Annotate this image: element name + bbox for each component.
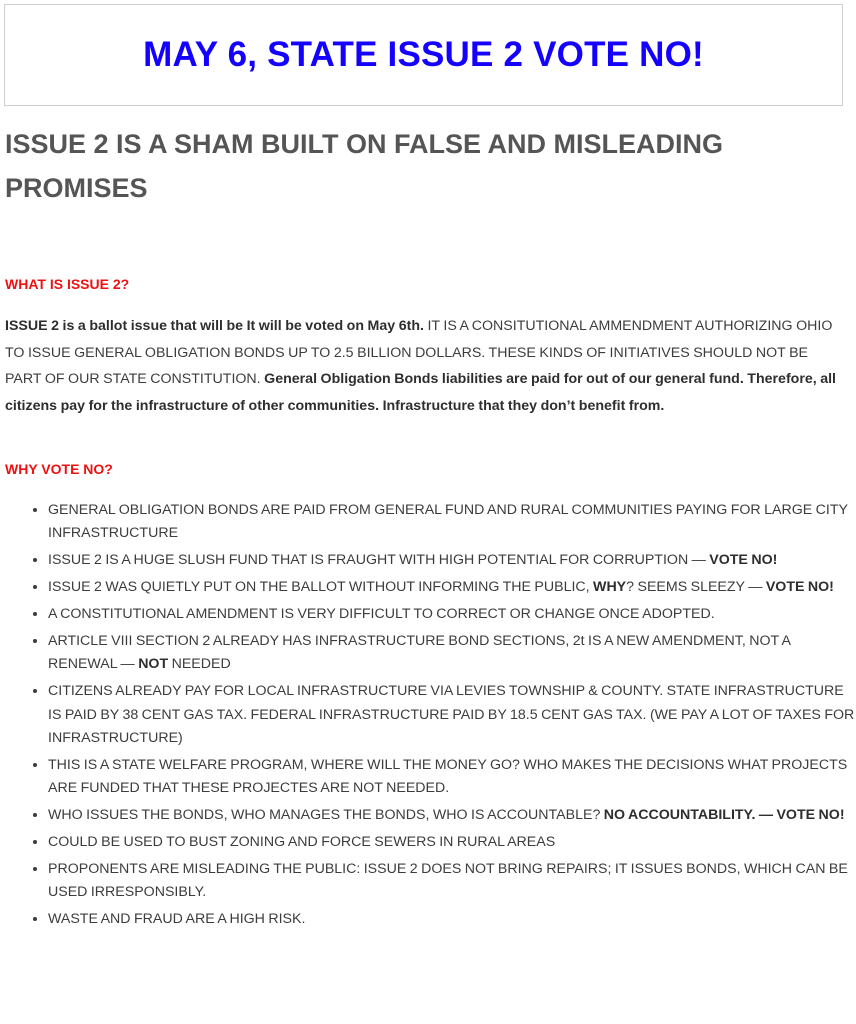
list-item-text: ISSUE 2 WAS QUIETLY PUT ON THE BALLOT WITHOUT INFORMING THE PUBLIC,	[48, 579, 594, 596]
list-item-bold: VOTE NO!	[765, 579, 834, 596]
list-item-text: WHO ISSUES THE BONDS, WHO MANAGES THE BONDS, WHO IS ACCOUNTABLE?	[48, 807, 604, 824]
intro-bold-tail: General Obligation Bonds liabilities are paid for out of our general fund. Therefore, all citizens pay for the infrastructure of other communities. Infrastructure that they don’t benefit from.	[5, 371, 837, 415]
list-item-bold: NO ACCOUNTABILITY. — VOTE NO!	[603, 807, 845, 824]
list-item-text: THIS IS A STATE WELFARE PROGRAM, WHERE WILL THE MONEY GO? WHO MAKES THE DECISIONS WHAT PROJECTS ARE FUNDED THAT THESE PROJECTES ARE NOT NEEDED.	[48, 756, 848, 797]
list-item-text: WASTE AND FRAUD ARE A HIGH RISK.	[48, 911, 306, 928]
list-item	[48, 858, 856, 904]
list-item-text: GENERAL OBLIGATION BONDS ARE PAID FROM GENERAL FUND AND RURAL COMMUNITIES PAYING FOR LARGE CITY INFRASTRUCTURE	[48, 502, 848, 542]
list-item-text: ? SEEMS SLEEZY —	[626, 579, 766, 596]
what-is-issue-heading: WHAT IS ISSUE 2?	[5, 276, 130, 292]
list-item-text: ISSUE 2 IS A HUGE SLUSH FUND THAT IS FRAUGHT WITH HIGH POTENTIAL FOR CORRUPTION —	[48, 552, 710, 569]
list-item	[48, 680, 856, 750]
list-item-text: A CONSTITUTIONAL AMENDMENT IS VERY DIFFICULT TO CORRECT OR CHANGE ONCE ADOPTED.	[48, 606, 715, 623]
banner-title: MAY 6, STATE ISSUE 2 VOTE NO!	[143, 35, 704, 74]
page-headline: ISSUE 2 IS A SHAM BUILT ON FALSE AND MISLEADING PROMISES	[5, 129, 724, 203]
list-item	[48, 630, 856, 676]
list-item-bold: WHY	[593, 579, 627, 596]
list-item-text: CITIZENS ALREADY PAY FOR LOCAL INFRASTRUCTURE VIA LEVIES TOWNSHIP & COUNTY. STATE INFRASTRUCTURE IS PAID BY 38 CENT GAS TAX. FEDERAL INFRASTRUCTURE PAID BY 18.5 CENT GAS TAX. (WE PAY A LOT OF TAXES FOR INFRASTRUCTURE)	[48, 683, 855, 746]
title-banner	[4, 4, 843, 106]
list-item-text: ARTICLE VIII SECTION 2 ALREADY HAS INFRASTRUCTURE BOND SECTIONS, 2t IS A NEW AMENDMENT, NOT A RENEWAL —	[48, 633, 791, 673]
list-item	[48, 831, 856, 854]
list-item	[48, 549, 856, 572]
list-item-text: COULD BE USED TO BUST ZONING AND FORCE SEWERS IN RURAL AREAS	[48, 834, 556, 851]
list-item	[48, 908, 856, 931]
intro-paragraph	[5, 313, 845, 420]
list-item	[48, 754, 856, 800]
why-vote-no-heading: WHY VOTE NO?	[5, 461, 113, 477]
intro-bold-lead: ISSUE 2 is a ballot issue that will be It will be voted on May 6th.	[5, 318, 424, 334]
list-item-text: NEEDED	[168, 656, 231, 673]
intro-text: IT IS A CONSITUTIONAL AMMENDMENT AUTHORIZING OHIO TO ISSUE GENERAL OBLIGATION BONDS UP TO 2.5 BILLION DOLLARS. THESE KINDS OF INITIATIVES SHOULD NOT BE PART OF OUR STATE CONSTITUTION.	[5, 318, 833, 388]
list-item	[48, 499, 856, 545]
list-item-text: PROPONENTS ARE MISLEADING THE PUBLIC: ISSUE 2 DOES NOT BRING REPAIRS; IT ISSUES BONDS, WHICH CAN BE USED IRRESPONSIBLY.	[48, 861, 848, 901]
list-item-bold: NOT	[138, 656, 169, 673]
list-item-bold: VOTE NO!	[709, 552, 778, 569]
reasons-list	[30, 499, 856, 935]
list-item	[48, 603, 856, 626]
list-item	[48, 576, 856, 599]
list-item	[48, 804, 856, 827]
